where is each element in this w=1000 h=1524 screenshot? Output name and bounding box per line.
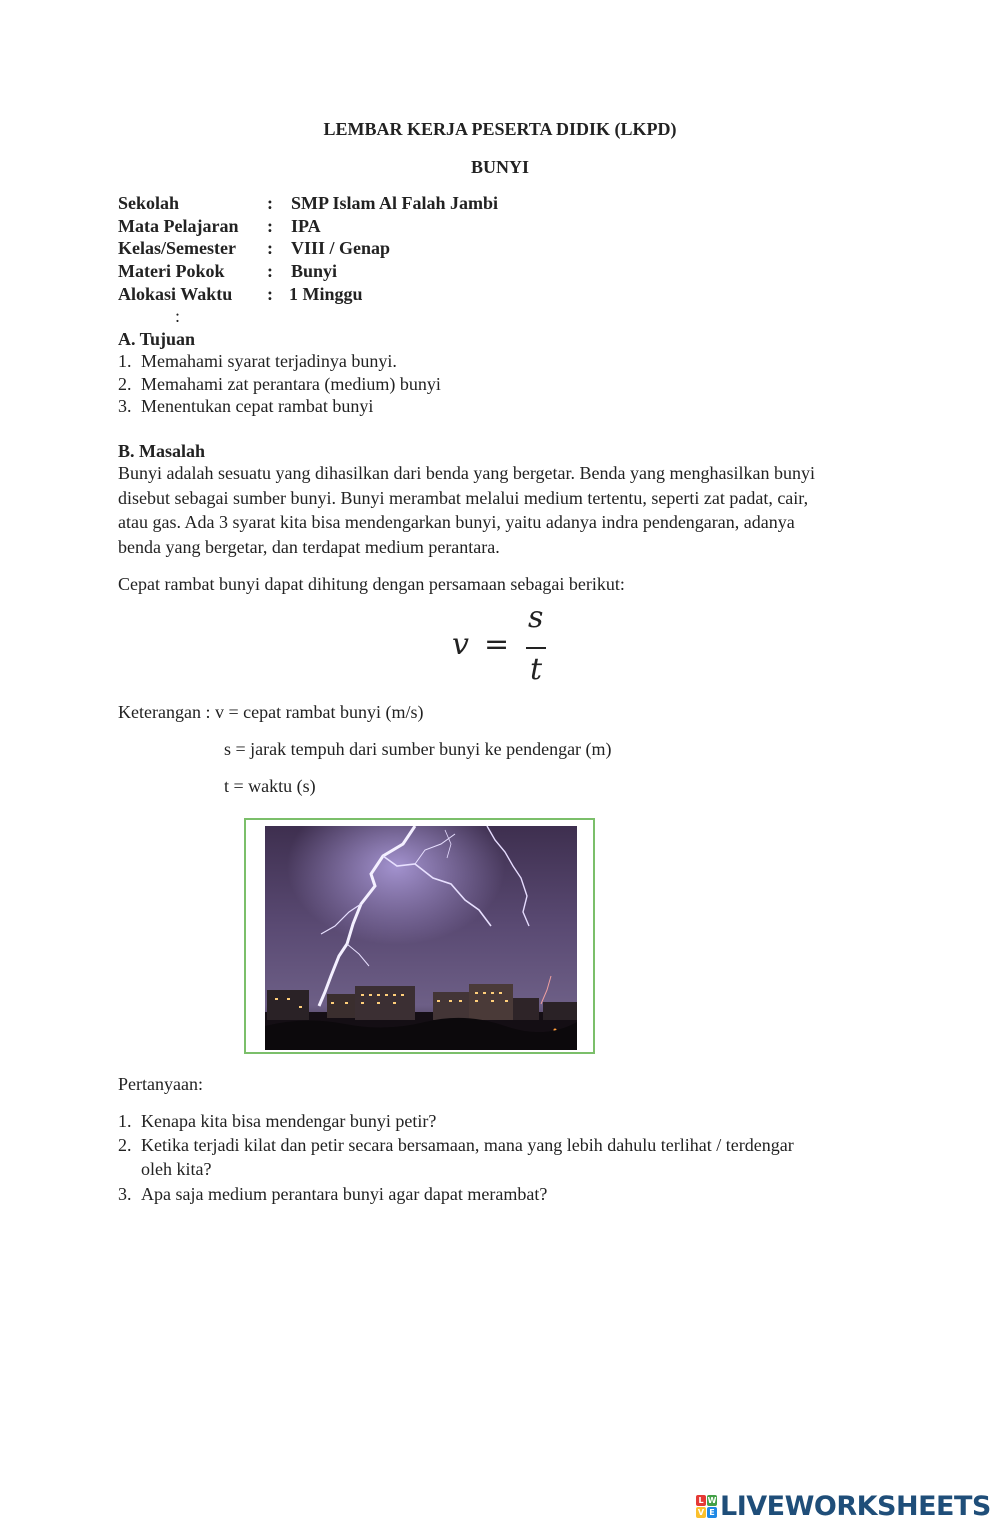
logo-letter: W <box>707 1496 717 1505</box>
pertanyaan-item-continuation: oleh kita? <box>141 1159 212 1179</box>
keterangan-line: s = jarak tempuh dari sumber bunyi ke pendengar (m) <box>224 739 612 759</box>
pertanyaan-item: Apa saja medium perantara bunyi agar dapat merambat? <box>141 1184 548 1204</box>
speed-formula <box>450 600 560 690</box>
masalah-paragraph-line: benda yang bergetar, dan terdapat medium perantara. <box>118 537 500 557</box>
pertanyaan-item: Kenapa kita bisa mendengar bunyi petir? <box>141 1111 437 1131</box>
lightning-city-image <box>265 826 577 1050</box>
fraction-bar <box>526 647 546 649</box>
logo-letter: E <box>707 1507 717 1518</box>
info-colon: : <box>267 261 273 281</box>
lightning-photo-frame <box>244 818 595 1054</box>
pertanyaan-num: 1. <box>118 1111 132 1131</box>
tujuan-num: 3. <box>118 396 132 416</box>
formula-intro: Cepat rambat bunyi dapat dihitung dengan persamaan sebagai berikut: <box>118 574 625 594</box>
info-value-kelas: VIII / Genap <box>291 238 391 258</box>
formula-denominator: t <box>530 652 543 687</box>
info-colon: : <box>267 193 273 213</box>
worksheet-subtitle: BUNYI <box>470 157 529 177</box>
pertanyaan-num: 3. <box>118 1184 132 1204</box>
formula-v: v <box>452 627 469 662</box>
logo-text: LIVEWORKSHEETS <box>720 1491 991 1522</box>
tujuan-item: Menentukan cepat rambat bunyi <box>141 396 374 416</box>
worksheet-title: LEMBAR KERJA PESERTA DIDIK (LKPD) <box>323 119 677 139</box>
tujuan-num: 1. <box>118 351 132 371</box>
info-value-sekolah: SMP Islam Al Falah Jambi <box>291 193 499 213</box>
info-value-alokasi: 1 Minggu <box>289 284 363 304</box>
tujuan-item: Memahami zat perantara (medium) bunyi <box>141 374 441 394</box>
pertanyaan-heading: Pertanyaan: <box>118 1074 203 1094</box>
info-label-kelas: Kelas/Semester <box>118 238 236 258</box>
info-label-mapel: Mata Pelajaran <box>118 216 239 236</box>
logo-letter: V <box>697 1508 705 1517</box>
info-value-materi: Bunyi <box>291 261 338 281</box>
stray-colon: : <box>175 306 181 326</box>
info-colon: : <box>267 284 273 304</box>
pertanyaan-item: Ketika terjadi kilat dan petir secara bersamaan, mana yang lebih dahulu terlihat / terdengar <box>141 1135 794 1155</box>
masalah-paragraph-line: Bunyi adalah sesuatu yang dihasilkan dari benda yang bergetar. Benda yang menghasilkan bunyi <box>118 463 815 483</box>
masalah-paragraph-line: atau gas. Ada 3 syarat kita bisa mendengarkan bunyi, yaitu adanya indra pendengaran, adanya <box>118 512 795 532</box>
formula-numerator: s <box>528 600 544 635</box>
tujuan-heading: A. Tujuan <box>118 329 196 349</box>
keterangan-line: t = waktu (s) <box>224 776 316 796</box>
pertanyaan-num: 2. <box>118 1135 132 1155</box>
info-value-mapel: IPA <box>291 216 321 236</box>
formula-equals: = <box>484 627 510 662</box>
tujuan-item: Memahami syarat terjadinya bunyi. <box>141 351 397 371</box>
tujuan-num: 2. <box>118 374 132 394</box>
info-label-sekolah: Sekolah <box>118 193 180 213</box>
info-colon: : <box>267 238 273 258</box>
keterangan-line: Keterangan : v = cepat rambat bunyi (m/s) <box>118 702 424 722</box>
info-label-materi: Materi Pokok <box>118 261 225 281</box>
info-colon: : <box>267 216 273 236</box>
info-label-alokasi: Alokasi Waktu <box>118 284 233 304</box>
logo-letter: L <box>696 1495 706 1506</box>
masalah-heading: B. Masalah <box>118 441 206 461</box>
logo-grid-icon <box>696 1495 718 1519</box>
masalah-paragraph-line: disebut sebagai sumber bunyi. Bunyi merambat melalui medium tertentu, seperti zat padat, cair, <box>118 488 809 508</box>
liveworksheets-logo[interactable] <box>696 1491 996 1523</box>
